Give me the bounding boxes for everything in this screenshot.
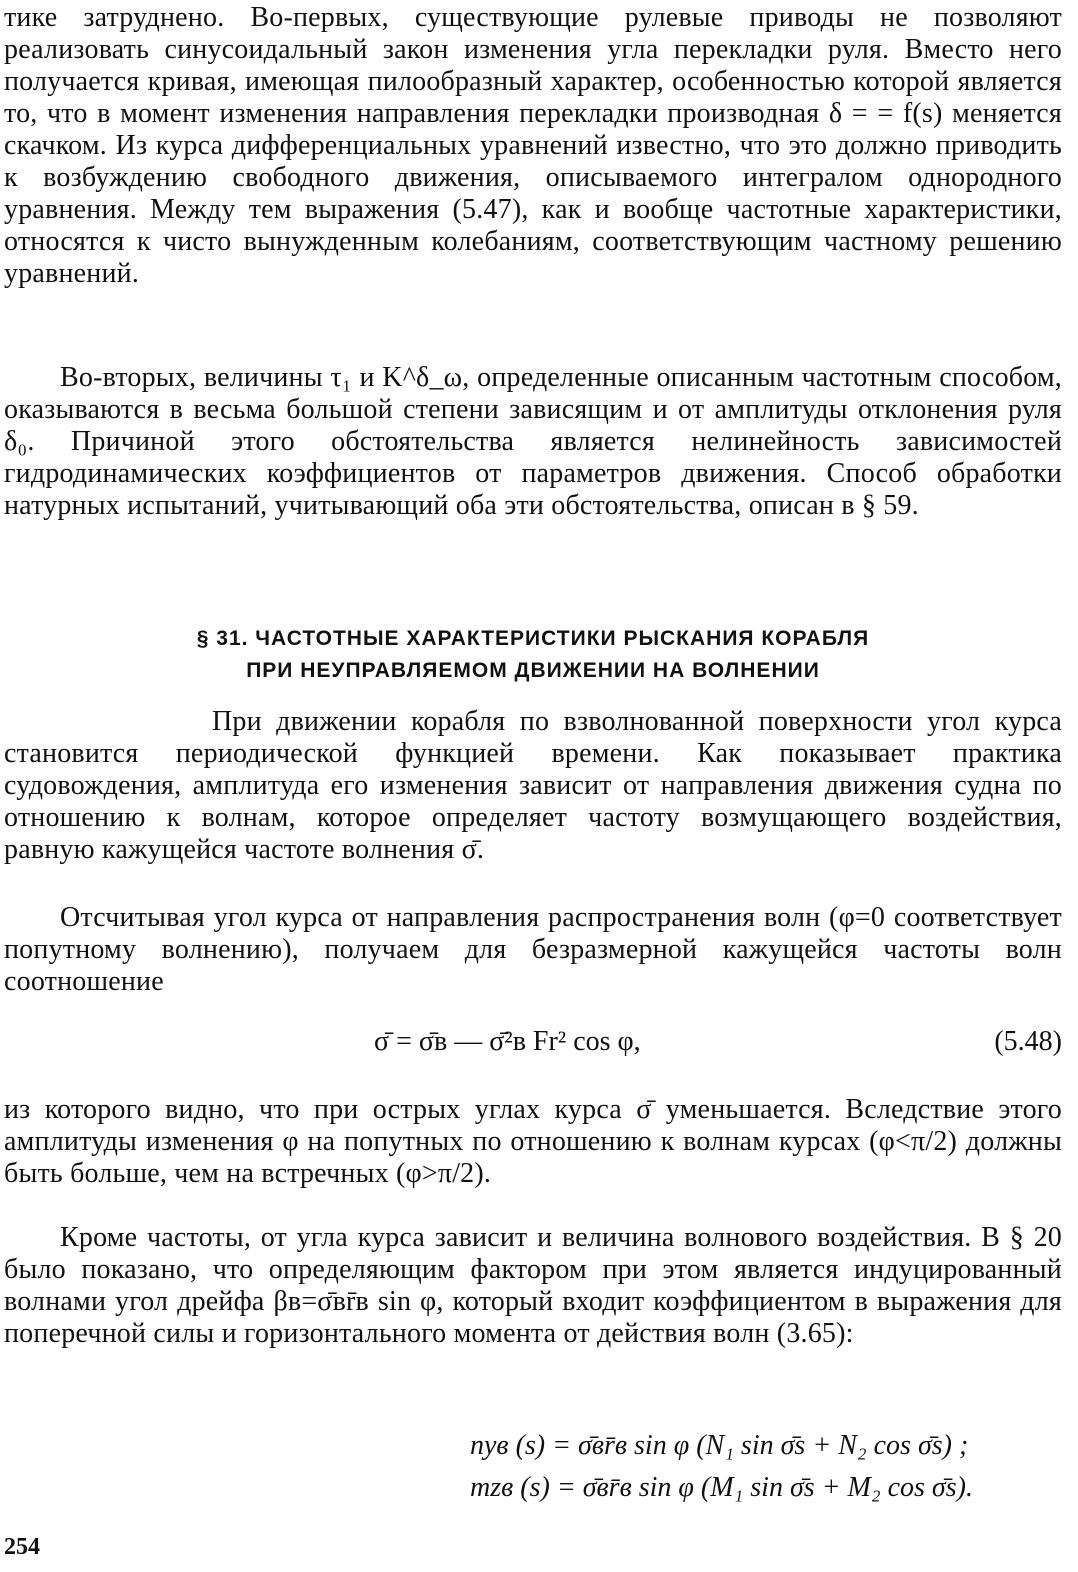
paragraph-rudder-drive: тике затруднено. Во-первых, существующие рулевые приводы не позволяют реализовать синусоидальный закон изменения угла перекладки руля. Вместо него получается кривая, имеющая пилообразный характер, особенностью которой является то, что в момент изменения направления перекладки производная δ = = f(s) меняется скачком. Из курса дифференциальных уравнений известно, что это должно приводить к возбуждению свободного движения, описываемого интегралом однородного уравнения. Между тем выражения (5.47), как и вообще частотные характеристики, относятся к чисто вынужденным колебаниям, соответствующим частному решению уравнений. xyxy=(4,2,1062,289)
page-number: 254 xyxy=(4,1534,40,1560)
paragraph-wave-action: Кроме частоты, от угла курса зависит и величина волнового воздействия. В § 20 было показано, что определяющим фактором при этом является индуцированный волнами угол дрейфа βв=σ̄вr̄в sin φ, который входит коэффициентом в выражения для поперечной силы и горизонтального момента от действия волн (3.65): xyxy=(4,1222,1062,1349)
paragraph-wave-frequency: Отсчитывая угол курса от направления распространения волн (φ=0 соответствует попутному волнению), получаем для безразмерной кажущейся частоты волн соотношение xyxy=(4,902,1062,997)
equation-5-48: σ̄ = σ̄в — σ̄²в Fr² cos φ, xyxy=(374,1026,641,1057)
equation-moment-row xyxy=(4,1470,1062,1510)
equation-lateral-force: nyв (s) = σ̄вr̄в sin φ (N₁ sin σ̄s + N₂ cos σ̄s) ; xyxy=(470,1430,969,1461)
paragraph-course-angle: При движении корабля по взволнованной поверхности угол курса становится периодической функцией времени. Как показывает практика судовождения, амплитуда его изменения зависит от направления движения судна по отношению к волнам, которое определяет частоту возмущающего воздействия, равную кажущейся частоте волнения σ̄. xyxy=(4,706,1062,865)
equation-lateral-force-row xyxy=(4,1428,1062,1468)
section-heading-line-1: § 31. ЧАСТОТНЫЕ ХАРАКТЕРИСТИКИ РЫСКАНИЯ КОРАБЛЯ xyxy=(196,627,870,650)
equation-number: (5.48) xyxy=(994,1026,1062,1057)
paragraph-second-reason: Во-вторых, величины τ₁ и K^δ_ω, определенные описанным частотным способом, оказываются в весьма большой степени зависящим и от амплитуды отклонения руля δ₀. Причиной этого обстоятельства является нелинейность зависимостей гидродинамических коэффициентов от параметров движения. Способ обработки натурных испытаний, учитывающий оба эти обстоятельства, описан в § 59. xyxy=(4,362,1062,521)
paragraph-acute-angles: из которого видно, что при острых углах курса σ̄ уменьшается. Вследствие этого амплитуды изменения φ на попутных по отношению к волнам курсах (φ<π/2) должны быть больше, чем на встречных (φ>π/2). xyxy=(4,1094,1062,1189)
section-heading-line-2: ПРИ НЕУПРАВЛЯЕМОМ ДВИЖЕНИИ НА ВОЛНЕНИИ xyxy=(246,659,820,682)
equation-5-48-row xyxy=(4,1024,1062,1064)
equation-moment: mzв (s) = σ̄вr̄в sin φ (M₁ sin σ̄s + M₂ cos σ̄s). xyxy=(470,1472,973,1503)
